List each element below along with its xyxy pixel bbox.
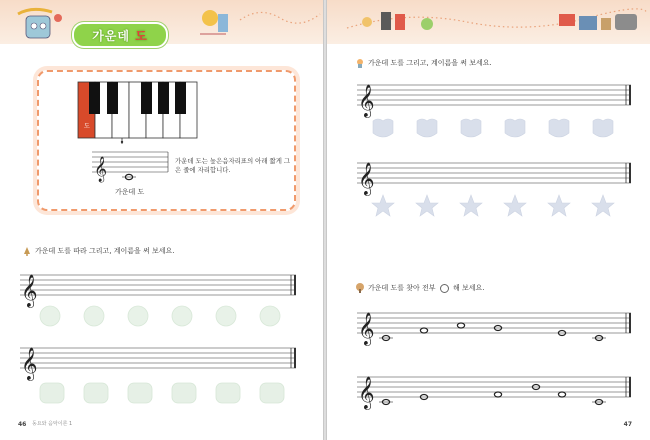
exercise-prompt-2-text-b: 해 보세요.: [453, 284, 485, 292]
svg-text:𝄞: 𝄞: [358, 312, 375, 345]
title-main: 가운데: [92, 29, 136, 43]
right-page: [327, 0, 650, 440]
svg-text:𝄞: 𝄞: [94, 157, 108, 182]
footer-text: 동요와 음악이론 1: [32, 421, 73, 427]
key-label: 도: [84, 123, 90, 130]
right-staff-1: [357, 80, 637, 117]
answer-shapes-row-2: [40, 380, 290, 406]
music-illustration-icon: [12, 6, 72, 46]
right-staff-3: [357, 308, 637, 344]
note-label: 가운데 도: [115, 188, 145, 196]
piano-keyboard: [78, 82, 203, 142]
example-staff: [92, 150, 172, 186]
exercise-prompt-2: [355, 283, 485, 293]
svg-text:𝄞: 𝄞: [21, 274, 38, 307]
answer-shapes-stars: [371, 194, 621, 220]
description-text: 가운데 도는 높은음자리표의 아래 짧게 그은 줄에 자리합니다.: [175, 157, 291, 174]
page-number-left: 46: [18, 421, 27, 428]
circle-mark-icon: [440, 284, 449, 293]
page-title: [72, 22, 168, 48]
header-characters-icon: [347, 4, 647, 42]
dotted-swirl-icon: [240, 6, 320, 30]
right-staff-4: [357, 372, 637, 408]
svg-text:𝄞: 𝄞: [21, 347, 38, 380]
title-accent: 도: [135, 29, 148, 43]
exercise-prompt-1: [355, 58, 492, 68]
svg-text:𝄞: 𝄞: [358, 376, 375, 409]
practice-staff-1: [20, 270, 300, 307]
page-number-right: 47: [623, 421, 632, 428]
character-icon: [355, 58, 365, 68]
exercise-prompt: [22, 246, 175, 256]
svg-text:𝄞: 𝄞: [358, 162, 375, 195]
bell-icon: [22, 246, 32, 256]
answer-shapes-tulips: [371, 117, 621, 143]
right-staff-2: [357, 158, 637, 195]
decoration-figure-icon: [196, 4, 232, 40]
svg-text:𝄞: 𝄞: [358, 84, 375, 117]
exercise-prompt-text: 가운데 도를 따라 그리고, 계이름을 써 보세요.: [35, 247, 175, 255]
tree-icon: [355, 283, 365, 293]
answer-shapes-row-1: [40, 305, 290, 329]
practice-staff-2: [20, 343, 300, 380]
left-page: [0, 0, 323, 440]
exercise-prompt-2-text-a: 가운데 도를 찾아 전부: [368, 284, 436, 292]
exercise-prompt-1-text: 가운데 도를 그리고, 계이름을 써 보세요.: [368, 59, 492, 67]
